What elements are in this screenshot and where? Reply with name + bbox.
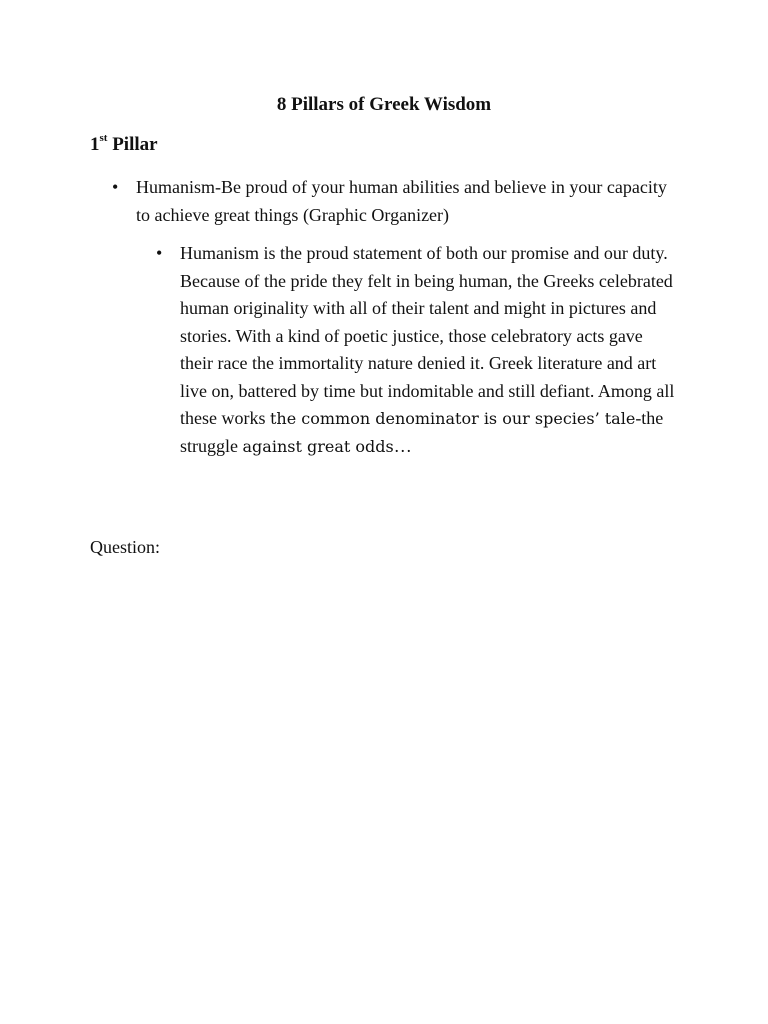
bullet-icon: • (156, 243, 163, 263)
heading-number: 1 (90, 134, 100, 155)
list-item-humanism (112, 174, 672, 229)
page-title: 8 Pillars of Greek Wisdom (276, 94, 492, 115)
paragraph-text-continued: -the struggle (180, 408, 664, 456)
question-label: Question: (90, 537, 160, 557)
sub-list-item-text (180, 240, 676, 460)
paragraph-text: Humanism is the proud statement of both our promise and our duty. Because of the pride they felt in being human, the Greeks celebrated human originality with all of their talent and might in pictures and stories. With a kind of poetic justice, those celebratory acts gave their race the immortality nature denied it. Greek literature and art live on, battered by time but indomitable and still defiant. Among all these works (180, 243, 675, 428)
section-heading (90, 132, 158, 158)
heading-label: Pillar (112, 134, 158, 155)
sub-list-item-humanism-description (156, 240, 676, 460)
bullet-icon: • (112, 177, 119, 197)
emphasized-text: against great odds (242, 436, 394, 456)
emphasized-text: the common denominator is our species’ tale (269, 409, 636, 428)
heading-ordinal-suffix: st (99, 131, 108, 144)
list-item-text: Humanism-Be proud of your human abilities and believe in your capacity to achieve great things (Graphic Organizer) (136, 177, 667, 225)
ellipsis: … (393, 435, 412, 456)
